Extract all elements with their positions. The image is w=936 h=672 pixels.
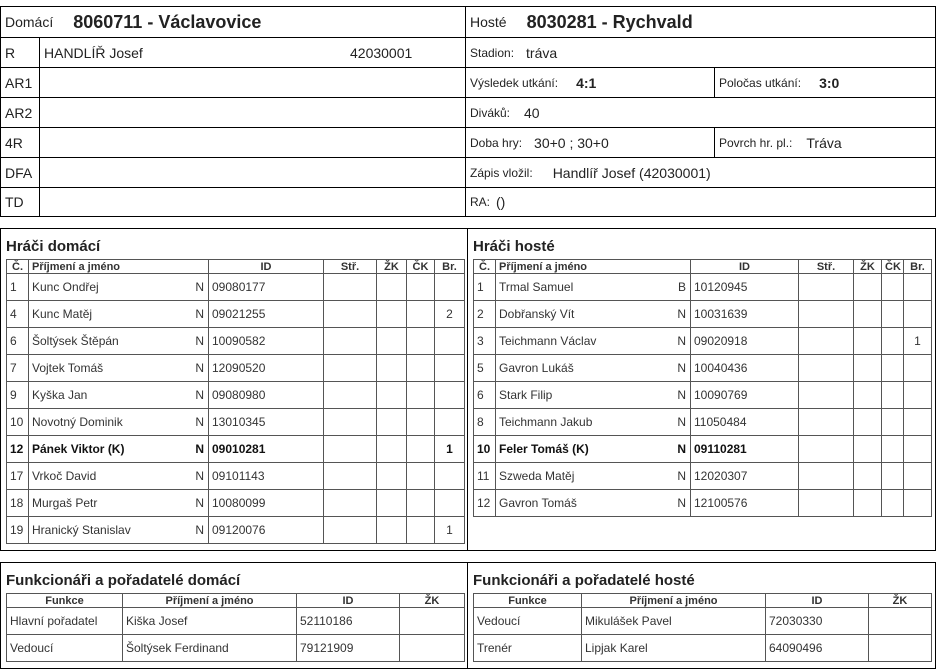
staff-yellow-card [400,608,465,635]
official-name [44,188,304,216]
player-row [474,328,932,355]
stadium-value: tráva [526,44,558,61]
player-row [474,382,932,409]
player-number: 3 [474,328,496,355]
col-id: ID [297,594,400,608]
player-row [7,409,465,436]
col-goals: Br. [904,260,932,274]
official-name: HANDLÍŘ Josef [44,44,143,61]
player-substitution [799,463,854,490]
player-id: 12020307 [691,463,799,490]
player-yellow-card [854,328,882,355]
player-substitution [799,409,854,436]
match-header-box [0,6,936,217]
player-name-cell [29,436,209,463]
player-nationality: N [195,496,204,510]
player-red-card [882,463,904,490]
player-red-card [407,301,435,328]
player-nationality: N [195,280,204,294]
player-name: Vrkoč David [32,469,97,483]
staff-yellow-card [869,608,932,635]
player-id: 10120945 [691,274,799,301]
player-row [474,436,932,463]
col-name: Příjmení a jméno [123,594,297,608]
col-function: Funkce [7,594,123,608]
player-substitution [324,490,377,517]
player-name-cell [496,409,691,436]
col-substitution: Stř. [799,260,854,274]
player-goals [435,382,465,409]
surface-label: Povrch hr. pl.: [719,135,793,150]
player-name: Kunc Matěj [32,307,93,321]
player-row [7,355,465,382]
ra-value: () [496,194,506,210]
official-name [44,128,304,157]
entered-by-value: Handlíř Josef (42030001) [552,164,711,181]
player-goals: 1 [435,436,465,463]
spectators-value: 40 [524,104,540,121]
player-substitution [324,355,377,382]
player-number: 8 [474,409,496,436]
official-row [1,158,935,188]
player-red-card [882,355,904,382]
col-name: Příjmení a jméno [29,260,209,274]
player-nationality: N [677,388,686,402]
player-id: 11050484 [691,409,799,436]
col-goals: Br. [435,260,465,274]
duration-label: Doba hry: [470,135,523,150]
player-yellow-card [377,301,407,328]
staff-name: Mikulášek Pavel [582,608,766,635]
staff-yellow-card [869,635,932,662]
player-row [7,463,465,490]
player-nationality: B [677,280,686,294]
player-name-cell [496,382,691,409]
player-yellow-card [377,382,407,409]
official-id: 42030001 [350,44,413,61]
col-substitution: Stř. [324,260,377,274]
player-name-cell [29,409,209,436]
player-goals: 1 [904,328,932,355]
player-substitution [324,382,377,409]
duration-value: 30+0 ; 30+0 [534,134,609,151]
col-yellow-card: ŽK [869,594,932,608]
player-name-cell [29,490,209,517]
player-number: 17 [7,463,29,490]
player-name: Teichmann Václav [499,334,597,348]
player-id: 12100576 [691,490,799,517]
col-name: Příjmení a jméno [496,260,691,274]
official-name [44,98,304,127]
player-substitution [324,463,377,490]
player-yellow-card [854,301,882,328]
staff-function: Vedoucí [474,608,582,635]
player-red-card [407,517,435,544]
player-number: 12 [7,436,29,463]
official-role: 4R [5,134,23,151]
player-name-cell [496,436,691,463]
player-substitution [799,490,854,517]
col-number: Č. [7,260,29,274]
player-name: Šoltýsek Štěpán [32,334,119,348]
col-red-card: ČK [882,260,904,274]
player-id: 09110281 [691,436,799,463]
official-role: TD [5,194,24,210]
home-players-title: Hráči domácí [6,238,101,255]
col-number: Č. [474,260,496,274]
result-label: Výsledek utkání: [470,75,559,90]
player-yellow-card [377,409,407,436]
result-value: 4:1 [576,74,597,91]
player-name-cell [29,517,209,544]
player-substitution [324,328,377,355]
home-players-body [7,274,465,544]
player-yellow-card [854,463,882,490]
official-role: DFA [5,164,33,181]
player-number: 11 [474,463,496,490]
player-name-cell [29,463,209,490]
player-number: 19 [7,517,29,544]
official-name [44,158,304,187]
player-goals [904,490,932,517]
player-number: 18 [7,490,29,517]
player-row [7,328,465,355]
halftime-value: 3:0 [819,74,840,91]
home-team-name: 8060711 - Václavovice [73,11,262,32]
player-number: 12 [474,490,496,517]
away-players-title: Hráči hosté [473,238,555,255]
player-name-cell [496,355,691,382]
staff-id: 72030330 [766,608,869,635]
player-nationality: N [677,442,686,456]
official-row [1,128,935,158]
player-yellow-card [377,490,407,517]
player-nationality: N [195,442,204,456]
player-name: Stark Filip [499,388,553,402]
staff-function: Trenér [474,635,582,662]
official-row [1,188,935,216]
player-red-card [882,382,904,409]
player-nationality: N [677,334,686,348]
player-row [7,274,465,301]
staff-row [474,635,932,662]
players-box [0,228,936,551]
player-nationality: N [677,307,686,321]
player-red-card [407,382,435,409]
player-nationality: N [195,388,204,402]
away-players-table [473,259,932,517]
player-goals [904,436,932,463]
player-row [7,301,465,328]
player-nationality: N [677,415,686,429]
player-id: 10090769 [691,382,799,409]
player-substitution [324,409,377,436]
player-name: Murgaš Petr [32,496,98,510]
player-name-cell [496,274,691,301]
official-role: AR1 [5,74,33,91]
player-row [474,355,932,382]
player-name-cell [29,274,209,301]
player-number: 2 [474,301,496,328]
official-row [1,68,935,98]
player-goals [904,382,932,409]
player-yellow-card [377,436,407,463]
player-yellow-card [377,355,407,382]
home-players-table [6,259,465,544]
player-nationality: N [195,469,204,483]
ra-label: RA: [470,195,491,209]
surface-value: Tráva [806,134,842,151]
player-nationality: N [677,496,686,510]
player-red-card [407,274,435,301]
player-row [7,490,465,517]
player-id: 09020918 [691,328,799,355]
player-name: Gavron Tomáš [499,496,577,510]
col-yellow-card: ŽK [400,594,465,608]
player-substitution [799,436,854,463]
player-nationality: N [195,307,204,321]
player-name-cell [29,382,209,409]
home-staff-title: Funkcionáři a pořadatelé domácí [6,572,241,589]
player-goals: 1 [435,517,465,544]
player-substitution [799,301,854,328]
player-name: Novotný Dominik [32,415,123,429]
player-yellow-card [854,490,882,517]
col-red-card: ČK [407,260,435,274]
staff-yellow-card [400,635,465,662]
official-role: R [5,44,16,61]
player-name: Gavron Lukáš [499,361,574,375]
player-goals [435,490,465,517]
official-name [44,68,304,97]
player-id: 12090520 [209,355,324,382]
player-id: 10040436 [691,355,799,382]
player-number: 6 [7,328,29,355]
player-name-cell [29,355,209,382]
player-goals [904,301,932,328]
player-substitution [799,355,854,382]
player-row [7,436,465,463]
player-substitution [324,274,377,301]
player-name-cell [29,301,209,328]
col-function: Funkce [474,594,582,608]
staff-row [7,608,465,635]
player-row [474,301,932,328]
player-name: Teichmann Jakub [499,415,593,429]
player-goals [904,355,932,382]
player-name-cell [496,328,691,355]
player-goals [904,274,932,301]
player-red-card [407,490,435,517]
player-name: Vojtek Tomáš [32,361,104,375]
teams-row [1,7,935,38]
official-row [1,38,935,68]
player-number: 10 [7,409,29,436]
player-substitution [799,328,854,355]
player-yellow-card [377,274,407,301]
player-yellow-card [854,436,882,463]
player-yellow-card [854,382,882,409]
player-id: 10090582 [209,328,324,355]
spectators-label: Diváků: [470,105,511,120]
staff-id: 52110186 [297,608,400,635]
player-goals [904,409,932,436]
player-nationality: N [677,469,686,483]
away-staff-table [473,593,932,662]
player-id: 09101143 [209,463,324,490]
player-nationality: N [195,361,204,375]
staff-function: Vedoucí [7,635,123,662]
player-number: 1 [474,274,496,301]
player-red-card [882,328,904,355]
player-yellow-card [377,463,407,490]
player-name-cell [496,490,691,517]
player-substitution [324,436,377,463]
staff-function: Hlavní pořadatel [7,608,123,635]
player-nationality: N [677,361,686,375]
player-name: Kyška Jan [32,388,88,402]
player-yellow-card [377,328,407,355]
player-red-card [407,355,435,382]
player-id: 09021255 [209,301,324,328]
player-name-cell [496,301,691,328]
stadium-label: Stadion: [470,45,515,60]
player-number: 5 [474,355,496,382]
player-red-card [882,490,904,517]
player-goals [435,409,465,436]
staff-row [474,608,932,635]
col-yellow-card: ŽK [854,260,882,274]
player-id: 10031639 [691,301,799,328]
player-substitution [799,274,854,301]
official-row [1,98,935,128]
player-name: Pánek Viktor (K) [32,442,125,456]
player-name-cell [496,463,691,490]
away-staff-body [474,608,932,662]
away-staff-title: Funkcionáři a pořadatelé hosté [473,572,695,589]
official-role: AR2 [5,104,33,121]
player-red-card [882,409,904,436]
player-nationality: N [195,415,204,429]
staff-row [7,635,465,662]
player-yellow-card [854,355,882,382]
player-red-card [882,436,904,463]
player-row [474,463,932,490]
player-red-card [407,409,435,436]
player-name: Kunc Ondřej [32,280,99,294]
player-row [474,274,932,301]
player-substitution [324,301,377,328]
home-staff-body [7,608,465,662]
player-yellow-card [377,517,407,544]
player-goals [435,274,465,301]
player-name: Feler Tomáš (K) [499,442,589,456]
home-staff-table [6,593,465,662]
player-id: 09120076 [209,517,324,544]
player-red-card [407,463,435,490]
entered-by-label: Zápis vložil: [470,165,533,180]
away-players-body [474,274,932,517]
player-number: 6 [474,382,496,409]
player-goals [435,355,465,382]
player-goals [435,463,465,490]
col-yellow-card: ŽK [377,260,407,274]
col-name: Příjmení a jméno [582,594,766,608]
player-id: 09080980 [209,382,324,409]
player-yellow-card [854,409,882,436]
player-id: 09010281 [209,436,324,463]
player-red-card [882,274,904,301]
player-id: 10080099 [209,490,324,517]
player-number: 4 [7,301,29,328]
player-substitution [324,517,377,544]
player-yellow-card [854,274,882,301]
player-number: 10 [474,436,496,463]
player-id: 13010345 [209,409,324,436]
player-red-card [407,436,435,463]
player-goals [435,328,465,355]
player-name: Dobřanský Vít [499,307,575,321]
player-name-cell [29,328,209,355]
player-goals: 2 [435,301,465,328]
staff-name: Šoltýsek Ferdinand [123,635,297,662]
player-nationality: N [195,523,204,537]
home-label: Domácí [5,14,54,30]
col-id: ID [209,260,324,274]
staff-id: 79121909 [297,635,400,662]
player-row [7,517,465,544]
col-id: ID [766,594,869,608]
player-substitution [799,382,854,409]
player-name: Trmal Samuel [499,280,574,294]
halftime-label: Poločas utkání: [719,75,802,90]
player-row [7,382,465,409]
away-label: Hosté [470,14,507,30]
staff-id: 64090496 [766,635,869,662]
player-row [474,490,932,517]
player-red-card [407,328,435,355]
staff-name: Lipjak Karel [582,635,766,662]
staff-box [0,562,936,669]
player-name: Szweda Matěj [499,469,575,483]
player-number: 7 [7,355,29,382]
player-id: 09080177 [209,274,324,301]
player-goals [904,463,932,490]
player-row [474,409,932,436]
player-number: 1 [7,274,29,301]
staff-name: Kiška Josef [123,608,297,635]
player-name: Hranický Stanislav [32,523,131,537]
player-nationality: N [195,334,204,348]
away-team-name: 8030281 - Rychvald [526,11,693,32]
col-id: ID [691,260,799,274]
player-red-card [882,301,904,328]
player-number: 9 [7,382,29,409]
